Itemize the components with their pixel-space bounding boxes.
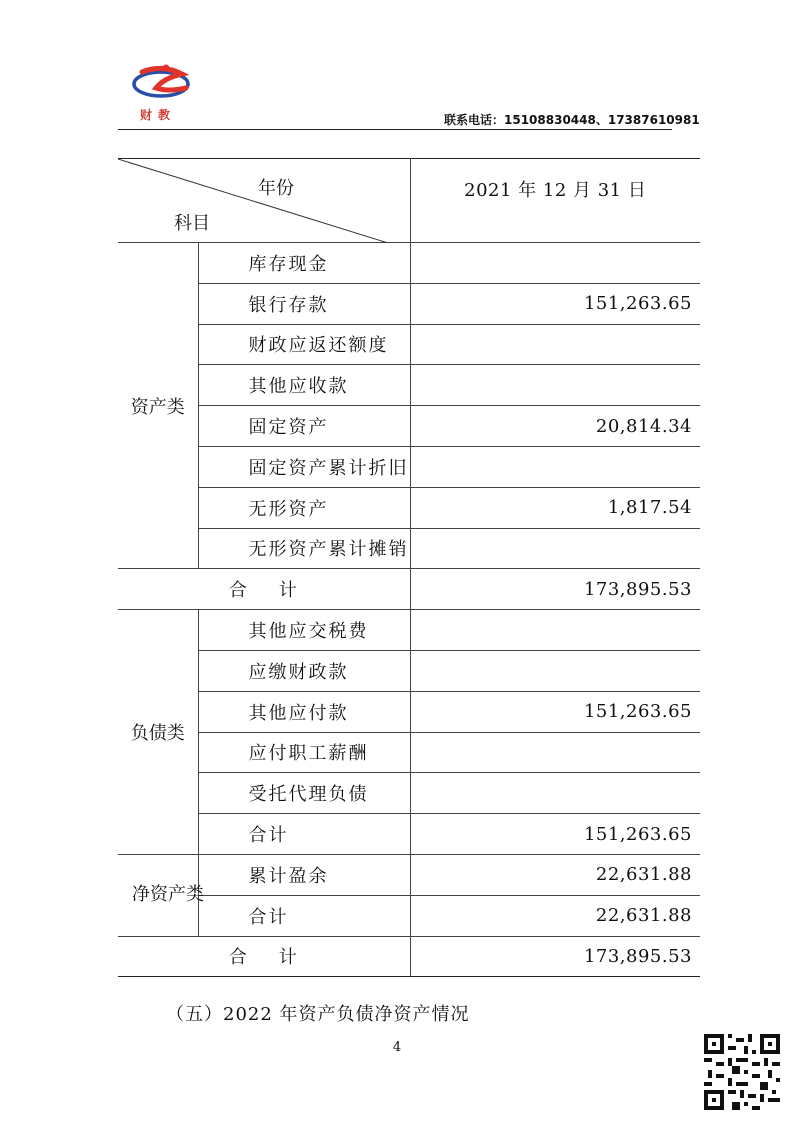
row-label: 无形资产累计摊销: [198, 528, 410, 569]
row-value: 22,631.88: [410, 854, 700, 895]
assets-total-value: 173,895.53: [410, 569, 700, 610]
row-value: [410, 446, 700, 487]
assets-total-row: [118, 569, 700, 610]
grand-total-row: [118, 936, 700, 977]
section-heading: （五）2022 年资产负债净资产情况: [166, 1004, 470, 1025]
row-label: 无形资产: [198, 487, 410, 528]
row-value: 151,263.65: [410, 814, 700, 855]
row-value: [410, 610, 700, 651]
row-value: [410, 528, 700, 569]
grand-total-label: [118, 936, 410, 977]
row-label: 其他应收款: [198, 365, 410, 406]
header-subject-label: 科目: [174, 213, 210, 234]
category-assets: 资产类: [118, 243, 198, 569]
row-label: 应缴财政款: [198, 650, 410, 691]
table-row: [118, 243, 700, 284]
row-value: [410, 773, 700, 814]
category-net-assets: 净资产类: [118, 854, 198, 936]
balance-table: [118, 158, 700, 977]
row-value: [410, 365, 700, 406]
table-row: [118, 365, 700, 406]
row-label: 其他应付款: [198, 691, 410, 732]
table-row: [118, 854, 700, 895]
header-contact-phone: 联系电话：15108830448、17387610981: [444, 113, 700, 127]
logo-caption: 财教: [140, 108, 177, 122]
row-label: 合计: [198, 814, 410, 855]
table-row: [118, 487, 700, 528]
row-value: 1,817.54: [410, 487, 700, 528]
row-label: 其他应交税费: [198, 610, 410, 651]
table-row: [118, 650, 700, 691]
row-value: [410, 243, 700, 284]
qr-code: [704, 1034, 780, 1110]
total-label-a: 合: [228, 580, 249, 602]
grand-total-value: 173,895.53: [410, 936, 700, 977]
row-label: 银行存款: [198, 283, 410, 324]
diagonal-line: [118, 159, 410, 243]
table-row: [118, 773, 700, 814]
row-label: 合计: [198, 895, 410, 936]
row-label: 应付职工薪酬: [198, 732, 410, 773]
row-label: 受托代理负债: [198, 773, 410, 814]
category-liabilities: 负债类: [118, 610, 198, 855]
row-label: 库存现金: [198, 243, 410, 284]
table-row: [118, 895, 700, 936]
row-label: 固定资产: [198, 406, 410, 447]
header-date: 2021 年 12 月 31 日: [410, 159, 700, 243]
table-row: [118, 406, 700, 447]
row-label: 固定资产累计折旧: [198, 446, 410, 487]
table-row: [118, 324, 700, 365]
header-year-label: 年份: [258, 178, 294, 199]
table-header-row: [118, 159, 700, 243]
row-value: [410, 732, 700, 773]
row-value: 151,263.65: [410, 691, 700, 732]
assets-total-label: [118, 569, 410, 610]
table-row: [118, 732, 700, 773]
row-value: 22,631.88: [410, 895, 700, 936]
row-label: 财政应返还额度: [198, 324, 410, 365]
total-label-b: 计: [278, 580, 299, 602]
table-row: [118, 691, 700, 732]
table-row: [118, 283, 700, 324]
page-number: 4: [392, 1040, 402, 1055]
table-row: [118, 814, 700, 855]
row-value: 151,263.65: [410, 283, 700, 324]
row-value: [410, 650, 700, 691]
header-rule: [118, 129, 672, 130]
qr-code-icon: [704, 1034, 780, 1110]
row-label: 累计盈余: [198, 854, 410, 895]
row-value: [410, 324, 700, 365]
total-label-b: 计: [278, 947, 299, 969]
row-value: 20,814.34: [410, 406, 700, 447]
total-label-a: 合: [228, 947, 249, 969]
table-row: [118, 528, 700, 569]
table-row: [118, 446, 700, 487]
diagonal-header-cell: [118, 159, 410, 243]
table-row: [118, 610, 700, 651]
